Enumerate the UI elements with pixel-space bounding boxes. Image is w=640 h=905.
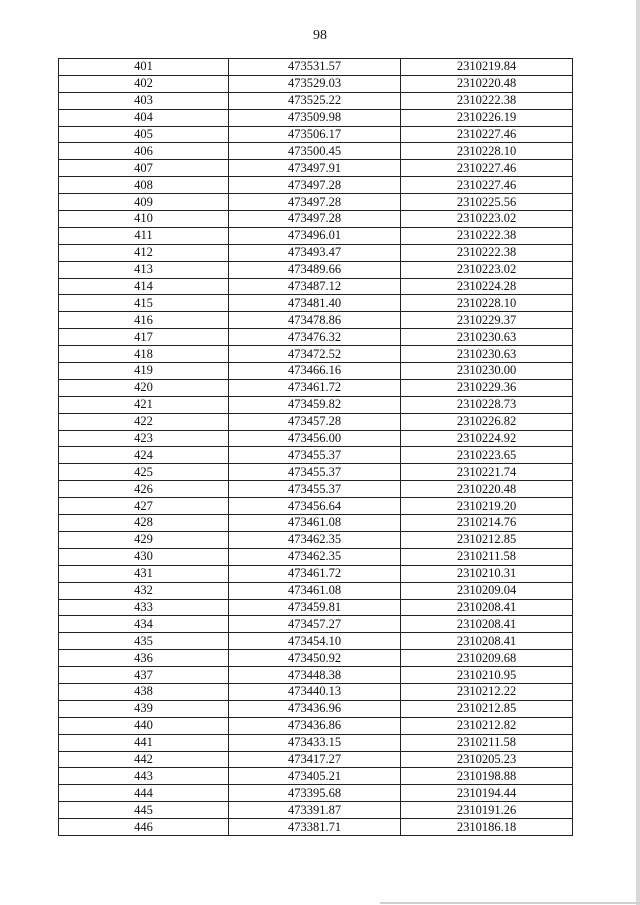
table-row [59,244,573,261]
y-coordinate-cell: 2310220.48 [401,481,573,498]
table-row [59,211,573,228]
y-coordinate-cell: 2310222.38 [401,244,573,261]
x-coordinate-cell: 473478.86 [229,312,401,329]
x-coordinate-cell: 473525.22 [229,92,401,109]
y-coordinate-cell: 2310208.41 [401,599,573,616]
y-coordinate-cell: 2310210.31 [401,565,573,582]
point-number-cell: 429 [59,531,229,548]
point-number-cell: 425 [59,464,229,481]
y-coordinate-cell: 2310209.04 [401,582,573,599]
x-coordinate-cell: 473381.71 [229,819,401,836]
y-coordinate-cell: 2310209.68 [401,650,573,667]
point-number-cell: 423 [59,430,229,447]
table-row [59,126,573,143]
point-number-cell: 409 [59,194,229,211]
point-number-cell: 401 [59,59,229,76]
table-row [59,785,573,802]
scan-edge-shadow [636,0,640,905]
x-coordinate-cell: 473461.08 [229,582,401,599]
table-row [59,143,573,160]
point-number-cell: 432 [59,582,229,599]
point-number-cell: 419 [59,363,229,380]
table-row [59,295,573,312]
point-number-cell: 403 [59,92,229,109]
y-coordinate-cell: 2310227.46 [401,126,573,143]
point-number-cell: 422 [59,413,229,430]
point-number-cell: 412 [59,244,229,261]
table-row [59,717,573,734]
point-number-cell: 417 [59,329,229,346]
table-row [59,160,573,177]
x-coordinate-cell: 473493.47 [229,244,401,261]
y-coordinate-cell: 2310222.38 [401,92,573,109]
x-coordinate-cell: 473454.10 [229,633,401,650]
scan-bottom-shadow [380,902,640,904]
x-coordinate-cell: 473462.35 [229,548,401,565]
table-row [59,548,573,565]
table-row [59,650,573,667]
x-coordinate-cell: 473395.68 [229,785,401,802]
point-number-cell: 440 [59,717,229,734]
x-coordinate-cell: 473472.52 [229,346,401,363]
table-row [59,261,573,278]
point-number-cell: 411 [59,227,229,244]
table-row [59,379,573,396]
point-number-cell: 406 [59,143,229,160]
x-coordinate-cell: 473497.91 [229,160,401,177]
y-coordinate-cell: 2310228.73 [401,396,573,413]
point-number-cell: 418 [59,346,229,363]
x-coordinate-cell: 473440.13 [229,683,401,700]
y-coordinate-cell: 2310208.41 [401,616,573,633]
x-coordinate-cell: 473457.27 [229,616,401,633]
point-number-cell: 420 [59,379,229,396]
x-coordinate-cell: 473456.64 [229,498,401,515]
x-coordinate-cell: 473461.72 [229,565,401,582]
x-coordinate-cell: 473448.38 [229,667,401,684]
table-row [59,177,573,194]
x-coordinate-cell: 473497.28 [229,177,401,194]
table-row [59,59,573,76]
point-number-cell: 442 [59,751,229,768]
y-coordinate-cell: 2310223.65 [401,447,573,464]
y-coordinate-cell: 2310211.58 [401,548,573,565]
y-coordinate-cell: 2310229.37 [401,312,573,329]
y-coordinate-cell: 2310228.10 [401,295,573,312]
table-row [59,582,573,599]
y-coordinate-cell: 2310208.41 [401,633,573,650]
table-row [59,616,573,633]
point-number-cell: 407 [59,160,229,177]
x-coordinate-cell: 473461.72 [229,379,401,396]
y-coordinate-cell: 2310228.10 [401,143,573,160]
table-row [59,194,573,211]
x-coordinate-cell: 473497.28 [229,211,401,228]
y-coordinate-cell: 2310210.95 [401,667,573,684]
table-row [59,75,573,92]
coordinates-table-body [59,59,573,836]
y-coordinate-cell: 2310212.85 [401,700,573,717]
x-coordinate-cell: 473496.01 [229,227,401,244]
table-row [59,329,573,346]
point-number-cell: 441 [59,734,229,751]
y-coordinate-cell: 2310223.02 [401,261,573,278]
point-number-cell: 421 [59,396,229,413]
table-row [59,396,573,413]
table-row [59,498,573,515]
table-row [59,413,573,430]
y-coordinate-cell: 2310227.46 [401,177,573,194]
table-row [59,734,573,751]
point-number-cell: 438 [59,683,229,700]
x-coordinate-cell: 473481.40 [229,295,401,312]
y-coordinate-cell: 2310226.19 [401,109,573,126]
table-row [59,346,573,363]
y-coordinate-cell: 2310212.85 [401,531,573,548]
table-row [59,430,573,447]
table-row [59,751,573,768]
table-row [59,363,573,380]
point-number-cell: 439 [59,700,229,717]
table-row [59,565,573,582]
point-number-cell: 446 [59,819,229,836]
x-coordinate-cell: 473433.15 [229,734,401,751]
x-coordinate-cell: 473529.03 [229,75,401,92]
x-coordinate-cell: 473417.27 [229,751,401,768]
x-coordinate-cell: 473456.00 [229,430,401,447]
y-coordinate-cell: 2310214.76 [401,515,573,532]
x-coordinate-cell: 473487.12 [229,278,401,295]
point-number-cell: 431 [59,565,229,582]
point-number-cell: 408 [59,177,229,194]
x-coordinate-cell: 473455.37 [229,481,401,498]
y-coordinate-cell: 2310212.82 [401,717,573,734]
point-number-cell: 436 [59,650,229,667]
y-coordinate-cell: 2310194.44 [401,785,573,802]
point-number-cell: 437 [59,667,229,684]
point-number-cell: 434 [59,616,229,633]
x-coordinate-cell: 473531.57 [229,59,401,76]
coordinates-table [58,58,573,836]
x-coordinate-cell: 473405.21 [229,768,401,785]
point-number-cell: 415 [59,295,229,312]
x-coordinate-cell: 473466.16 [229,363,401,380]
table-row [59,819,573,836]
y-coordinate-cell: 2310198.88 [401,768,573,785]
y-coordinate-cell: 2310225.56 [401,194,573,211]
y-coordinate-cell: 2310230.63 [401,329,573,346]
page-number: 98 [313,28,327,43]
x-coordinate-cell: 473497.28 [229,194,401,211]
point-number-cell: 424 [59,447,229,464]
table-row [59,464,573,481]
y-coordinate-cell: 2310219.84 [401,59,573,76]
y-coordinate-cell: 2310191.26 [401,802,573,819]
y-coordinate-cell: 2310223.02 [401,211,573,228]
y-coordinate-cell: 2310230.00 [401,363,573,380]
point-number-cell: 426 [59,481,229,498]
x-coordinate-cell: 473391.87 [229,802,401,819]
point-number-cell: 410 [59,211,229,228]
table-row [59,531,573,548]
y-coordinate-cell: 2310226.82 [401,413,573,430]
point-number-cell: 414 [59,278,229,295]
point-number-cell: 445 [59,802,229,819]
y-coordinate-cell: 2310211.58 [401,734,573,751]
point-number-cell: 435 [59,633,229,650]
table-row [59,227,573,244]
table-row [59,667,573,684]
y-coordinate-cell: 2310205.23 [401,751,573,768]
point-number-cell: 428 [59,515,229,532]
point-number-cell: 444 [59,785,229,802]
x-coordinate-cell: 473436.96 [229,700,401,717]
y-coordinate-cell: 2310220.48 [401,75,573,92]
table-row [59,599,573,616]
x-coordinate-cell: 473455.37 [229,447,401,464]
point-number-cell: 402 [59,75,229,92]
x-coordinate-cell: 473500.45 [229,143,401,160]
point-number-cell: 404 [59,109,229,126]
y-coordinate-cell: 2310221.74 [401,464,573,481]
table-row [59,515,573,532]
table-row [59,481,573,498]
point-number-cell: 413 [59,261,229,278]
x-coordinate-cell: 473509.98 [229,109,401,126]
x-coordinate-cell: 473506.17 [229,126,401,143]
table-row [59,447,573,464]
point-number-cell: 443 [59,768,229,785]
table-row [59,278,573,295]
x-coordinate-cell: 473459.82 [229,396,401,413]
point-number-cell: 433 [59,599,229,616]
y-coordinate-cell: 2310224.28 [401,278,573,295]
y-coordinate-cell: 2310229.36 [401,379,573,396]
y-coordinate-cell: 2310219.20 [401,498,573,515]
y-coordinate-cell: 2310222.38 [401,227,573,244]
table-row [59,700,573,717]
y-coordinate-cell: 2310212.22 [401,683,573,700]
point-number-cell: 416 [59,312,229,329]
table-row [59,802,573,819]
table-row [59,92,573,109]
point-number-cell: 427 [59,498,229,515]
y-coordinate-cell: 2310224.92 [401,430,573,447]
point-number-cell: 405 [59,126,229,143]
y-coordinate-cell: 2310227.46 [401,160,573,177]
table-row [59,683,573,700]
y-coordinate-cell: 2310186.18 [401,819,573,836]
table-row [59,633,573,650]
table-row [59,109,573,126]
x-coordinate-cell: 473450.92 [229,650,401,667]
point-number-cell: 430 [59,548,229,565]
x-coordinate-cell: 473461.08 [229,515,401,532]
x-coordinate-cell: 473459.81 [229,599,401,616]
x-coordinate-cell: 473489.66 [229,261,401,278]
x-coordinate-cell: 473462.35 [229,531,401,548]
x-coordinate-cell: 473457.28 [229,413,401,430]
x-coordinate-cell: 473436.86 [229,717,401,734]
table-row [59,768,573,785]
x-coordinate-cell: 473476.32 [229,329,401,346]
y-coordinate-cell: 2310230.63 [401,346,573,363]
table-row [59,312,573,329]
x-coordinate-cell: 473455.37 [229,464,401,481]
